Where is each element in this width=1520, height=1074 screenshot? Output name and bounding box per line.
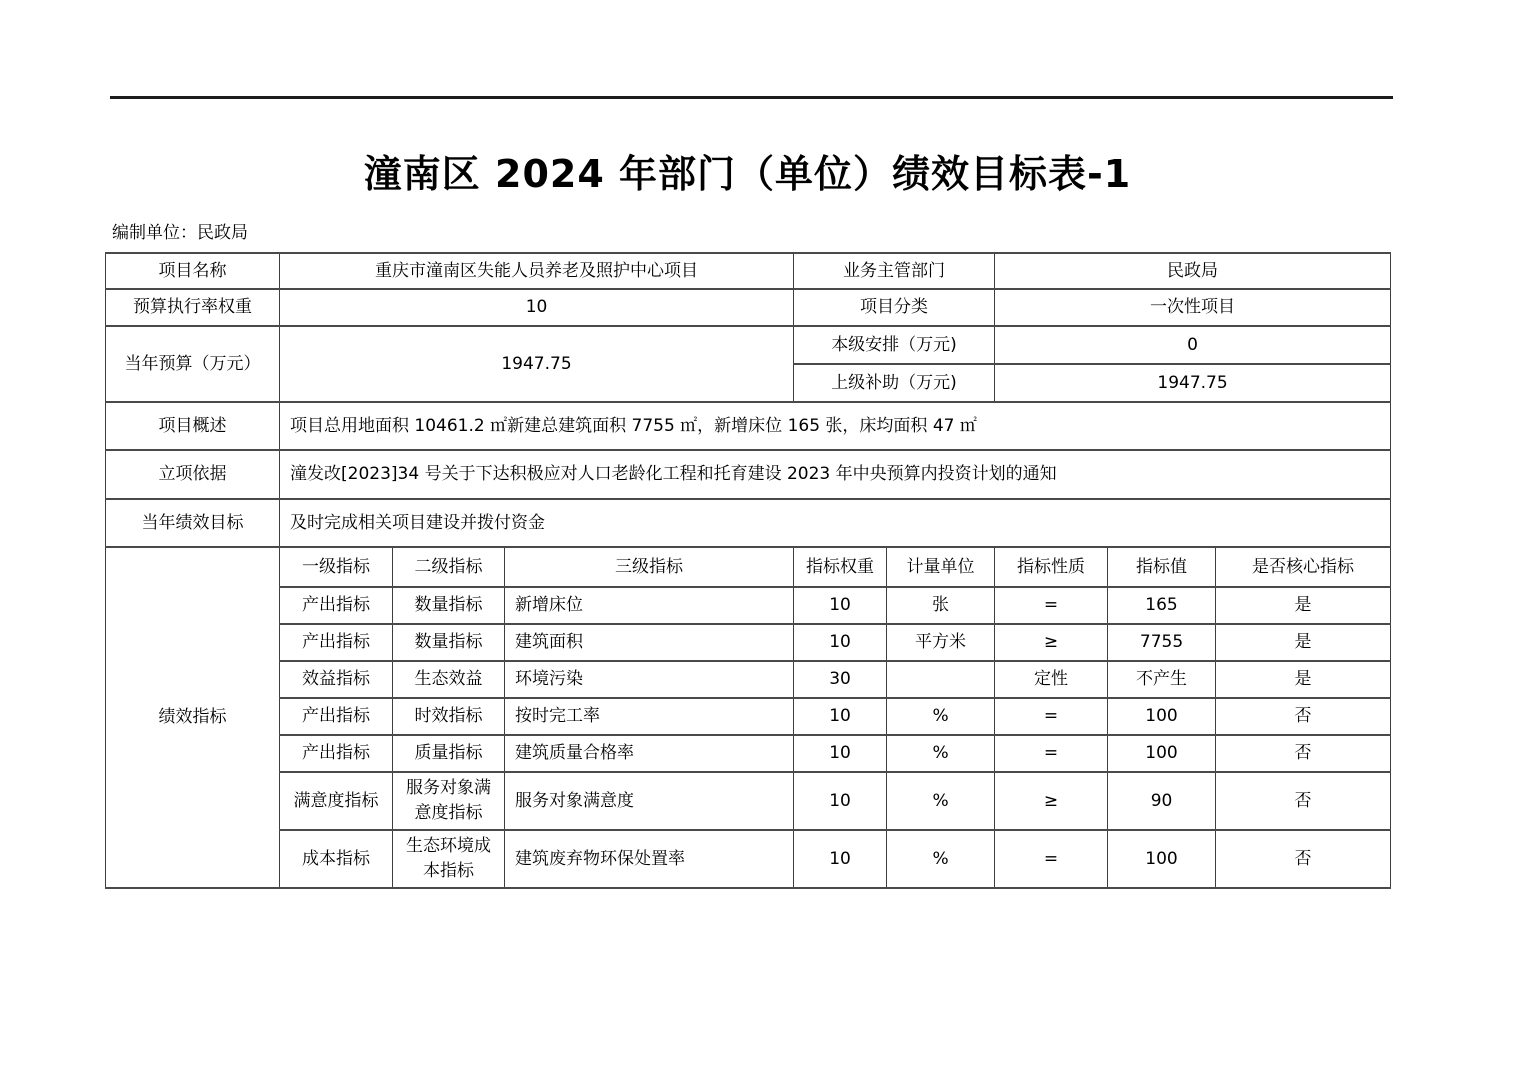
indicator-level2: 服务对象满意度指标 [393, 772, 505, 830]
indicator-level3: 建筑废弃物环保处置率 [505, 830, 794, 888]
indicator-value: 90 [1108, 772, 1216, 830]
project-name-label: 项目名称 [106, 253, 280, 289]
indicator-unit: 张 [887, 587, 995, 624]
row-annual-budget-1 [106, 326, 1391, 364]
indicator-unit [887, 661, 995, 698]
indicator-header-row [106, 547, 1391, 587]
col-header-nature: 指标性质 [995, 547, 1108, 587]
indicator-level3: 服务对象满意度 [505, 772, 794, 830]
indicator-level1: 产出指标 [280, 624, 393, 661]
indicator-unit: % [887, 698, 995, 735]
indicator-level3: 环境污染 [505, 661, 794, 698]
overview-label: 项目概述 [106, 402, 280, 450]
indicator-row [106, 661, 1391, 698]
indicator-nature: = [995, 587, 1108, 624]
indicator-level3: 新增床位 [505, 587, 794, 624]
category-value: 一次性项目 [995, 289, 1391, 326]
indicator-nature: = [995, 735, 1108, 772]
row-basis [106, 450, 1391, 499]
indicator-weight: 10 [794, 830, 887, 888]
indicator-level2: 生态效益 [393, 661, 505, 698]
col-header-level2: 二级指标 [393, 547, 505, 587]
indicator-level2: 数量指标 [393, 587, 505, 624]
overview-value: 项目总用地面积 10461.2 ㎡新建总建筑面积 7755 ㎡，新增床位 165 张，床均面积 47 ㎡ [280, 402, 1391, 450]
basis-label: 立项依据 [106, 450, 280, 499]
row-goal [106, 499, 1391, 547]
indicator-level1: 产出指标 [280, 735, 393, 772]
indicator-value: 不产生 [1108, 661, 1216, 698]
indicator-level2: 生态环境成本指标 [393, 830, 505, 888]
indicator-row [106, 772, 1391, 830]
col-header-level3: 三级指标 [505, 547, 794, 587]
page-title: 潼南区 2024 年部门（单位）绩效目标表-1 [363, 152, 1132, 196]
prepared-by-label: 编制单位：民政局 [112, 223, 248, 243]
upper-subsidy-label: 上级补助（万元) [794, 364, 995, 402]
indicator-row [106, 735, 1391, 772]
budget-rate-value: 10 [280, 289, 794, 326]
indicator-level2: 数量指标 [393, 624, 505, 661]
indicator-core: 是 [1216, 661, 1391, 698]
indicator-core: 否 [1216, 735, 1391, 772]
indicator-level3: 建筑面积 [505, 624, 794, 661]
indicator-value: 100 [1108, 830, 1216, 888]
col-header-core: 是否核心指标 [1216, 547, 1391, 587]
upper-subsidy-value: 1947.75 [995, 364, 1391, 402]
indicator-row [106, 830, 1391, 888]
indicator-nature: ≥ [995, 624, 1108, 661]
indicator-row [106, 587, 1391, 624]
indicator-value: 165 [1108, 587, 1216, 624]
indicator-unit: 平方米 [887, 624, 995, 661]
col-header-weight: 指标权重 [794, 547, 887, 587]
indicator-weight: 10 [794, 772, 887, 830]
row-budget-rate [106, 289, 1391, 326]
indicator-core: 否 [1216, 772, 1391, 830]
indicator-level3: 建筑质量合格率 [505, 735, 794, 772]
indicator-row [106, 624, 1391, 661]
indicator-row [106, 698, 1391, 735]
indicator-unit: % [887, 772, 995, 830]
indicator-value: 7755 [1108, 624, 1216, 661]
indicator-level1: 满意度指标 [280, 772, 393, 830]
annual-budget-value: 1947.75 [280, 326, 794, 402]
basis-value: 潼发改[2023]34 号关于下达积极应对人口老龄化工程和托育建设 2023 年中央预算内投资计划的通知 [280, 450, 1391, 499]
indicator-weight: 10 [794, 624, 887, 661]
indicator-core: 是 [1216, 587, 1391, 624]
indicator-level1: 产出指标 [280, 587, 393, 624]
indicator-value: 100 [1108, 698, 1216, 735]
category-label: 项目分类 [794, 289, 995, 326]
project-name-value: 重庆市潼南区失能人员养老及照护中心项目 [280, 253, 794, 289]
row-project-name [106, 253, 1391, 289]
indicator-level1: 产出指标 [280, 698, 393, 735]
goal-label: 当年绩效目标 [106, 499, 280, 547]
col-header-unit: 计量单位 [887, 547, 995, 587]
indicators-section-label: 绩效指标 [106, 547, 280, 888]
indicator-level3: 按时完工率 [505, 698, 794, 735]
performance-target-table [105, 252, 1391, 889]
indicator-value: 100 [1108, 735, 1216, 772]
indicator-core: 否 [1216, 698, 1391, 735]
indicator-weight: 10 [794, 587, 887, 624]
indicator-nature: = [995, 698, 1108, 735]
indicator-nature: = [995, 830, 1108, 888]
col-header-level1: 一级指标 [280, 547, 393, 587]
header-rule [110, 96, 1393, 99]
row-overview [106, 402, 1391, 450]
indicator-unit: % [887, 735, 995, 772]
indicator-level2: 时效指标 [393, 698, 505, 735]
indicator-level1: 效益指标 [280, 661, 393, 698]
local-arrange-label: 本级安排（万元) [794, 326, 995, 364]
indicator-nature: 定性 [995, 661, 1108, 698]
annual-budget-label: 当年预算（万元） [106, 326, 280, 402]
budget-rate-label: 预算执行率权重 [106, 289, 280, 326]
indicator-core: 是 [1216, 624, 1391, 661]
indicator-level1: 成本指标 [280, 830, 393, 888]
indicator-level2: 质量指标 [393, 735, 505, 772]
indicator-nature: ≥ [995, 772, 1108, 830]
indicator-weight: 10 [794, 698, 887, 735]
indicator-unit: % [887, 830, 995, 888]
dept-value: 民政局 [995, 253, 1391, 289]
local-arrange-value: 0 [995, 326, 1391, 364]
indicator-core: 否 [1216, 830, 1391, 888]
indicator-weight: 10 [794, 735, 887, 772]
goal-value: 及时完成相关项目建设并拨付资金 [280, 499, 1391, 547]
indicator-weight: 30 [794, 661, 887, 698]
dept-label: 业务主管部门 [794, 253, 995, 289]
col-header-value: 指标值 [1108, 547, 1216, 587]
